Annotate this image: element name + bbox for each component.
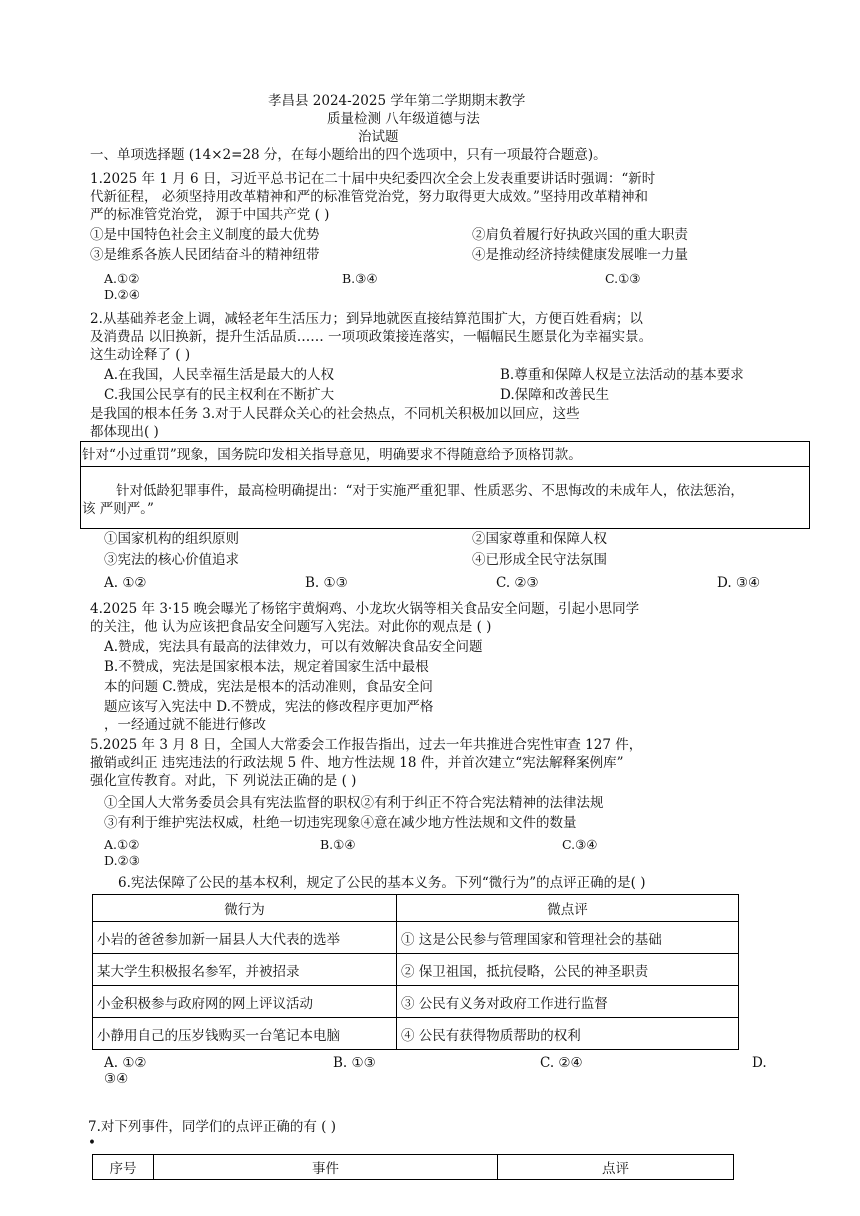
q3-material-1: 针对“小过重罚”现象，国务院印发相关指导意见，明确要求不得随意给予顶格罚款。 [82,447,582,463]
q6-cell: 某大学生积极报名参军，并被招录 [93,954,397,986]
q2-choice-b: B.尊重和保障人权是立法活动的基本要求 [500,367,744,383]
q3-choice-d: D. ③④ [717,575,761,591]
q5-line1: 5.2025 年 3 月 8 日，全国人大常委会工作报告指出，过去一年共推进合宪性审查 127 件， [90,737,643,753]
q7-bullet: • [88,1135,96,1151]
q3-opt3: ③宪法的核心价值追求 [104,552,239,568]
q7-header-event: 事件 [154,1155,498,1180]
q6-choice-c: C. ②④ [540,1055,583,1071]
q1-opt4: ④是推动经济持续健康发展唯一力量 [472,247,688,263]
q7-header-number: 序号 [93,1155,154,1180]
title-line-3: 治试题 [358,129,399,145]
q6-cell: ③ 公民有义务对政府工作进行监督 [397,986,739,1018]
q2-choice-c: C.我国公民享有的民主权利在不断扩大 [104,387,335,403]
q3-choice-a: A. ①② [104,575,147,591]
q6-cell: 小岩的爸爸参加新一届县人大代表的选举 [93,922,397,954]
q3-material-2a: 针对低龄犯罪事件，最高检明确提出：“对于实施严重犯罪、性质恶劣、不思悔改的未成年人，依法惩治， [116,483,744,499]
title-line-1: 孝昌县 2024-2025 学年第二学期期末教学 [268,93,526,109]
q7-header-comment: 点评 [498,1155,734,1180]
q6-choice-b: B. ①③ [333,1055,376,1071]
q6-cell: ② 保卫祖国，抵抗侵略，公民的神圣职责 [397,954,739,986]
q2-line2: 及消费品 以旧换新，提升生活品质…… 一项项政策接连落实，一幅幅民生愿景化为幸福实景。 [90,329,653,345]
q2-choice-a: A.在我国，人民幸福生活是最大的人权 [104,367,335,383]
q1-choice-b: B.③④ [342,271,378,286]
q6-choice-d-value: ③④ [104,1071,129,1087]
q5-opt-line2: ③有利于维护宪法权威，杜绝一切违宪现象④意在减少地方性法规和文件的数量 [104,815,577,831]
q5-line3: 强化宣传教育。对此，下 列说法正确的是 ( ) [90,773,357,789]
q1-line1: 1.2025 年 1 月 6 日，习近平总书记在二十届中央纪委四次全会上发表重要讲话时强调：“新时 [90,171,656,187]
q6-stem: 6.宪法保障了公民的基本权利，规定了公民的基本义务。下列“微行为”的点评正确的是( ) [118,875,646,891]
q4-choice-a: A.赞成，宪法具有最高的法律效力，可以有效解决食品安全问题 [104,639,483,655]
q2-line5: 都体现出( ) [90,424,159,440]
q4-choice-b3: 题应该写入宪法中 D.不赞成，宪法的修改程序更加严格 [104,699,434,715]
q6-cell: ① 这是公民参与管理国家和管理社会的基础 [397,922,739,954]
q3-material-2b: 该 严则严。” [82,501,154,517]
q1-line2: 代新征程， 必须坚持用改革精神和严的标准管党治党，努力取得更大成效。”坚持用改革精神和 [90,189,648,205]
q6-header-behavior: 微行为 [93,895,397,922]
q6-header-comment: 微点评 [397,895,739,922]
title-line-2: 质量检测 八年级道德与法 [327,111,480,127]
q6-cell: ④ 公民有获得物质帮助的权利 [397,1018,739,1050]
q5-choice-d: D.②③ [104,853,140,868]
q1-line3: 严的标准管党治党， 源于中国共产党 ( ) [90,207,330,223]
section-heading: 一、单项选择题 (14×2=28 分，在每小题给出的四个选项中，只有一项最符合题意)。 [90,147,607,163]
q5-line2: 撤销或纠正 违宪违法的行政法规 5 件、地方性法规 18 件，并首次建立“宪法解释案例库” [90,755,624,771]
q1-opt1: ①是中国特色社会主义制度的最大优势 [90,227,320,243]
q3-choice-c: C. ②③ [496,575,539,591]
q1-choice-a: A.①② [104,271,140,286]
q1-opt3: ③是维系各族人民团结奋斗的精神纽带 [90,247,320,263]
q2-line4: 是我国的根本任务 3.对于人民群众关心的社会热点，不同机关积极加以回应，这些 [90,406,580,422]
q5-opt-line1: ①全国人大常务委员会具有宪法监督的职权②有利于纠正不符合宪法精神的法律法规 [104,795,604,811]
q4-line1: 4.2025 年 3·15 晚会曝光了杨铭宇黄焖鸡、小龙坎火锅等相关食品安全问题，引起小思同学 [90,601,640,617]
q3-opt1: ①国家机构的组织原则 [104,531,239,547]
q4-choice-b1: B.不赞成，宪法是国家根本法，规定着国家生活中最根 [104,659,429,675]
q5-choice-b: B.①④ [320,837,356,852]
q1-opt2: ②肩负着履行好执政兴国的重大职责 [472,227,688,243]
q2-choice-d: D.保障和改善民生 [500,387,610,403]
q4-line2: 的关注，他 认为应该把食品安全问题写入宪法。对此你的观点是 ( ) [90,619,492,635]
q2-line1: 2.从基础养老金上调，减轻老年生活压力；到异地就医直接结算范围扩大，方便百姓看病；以 [90,311,643,327]
q3-box-divider [80,466,810,467]
table-row [93,1018,739,1050]
q6-cell: 小金积极参与政府网的网上评议活动 [93,986,397,1018]
q6-choice-a: A. ①② [104,1055,147,1071]
q6-choice-d: D. [752,1055,767,1071]
q6-cell: 小静用自己的压岁钱购买一台笔记本电脑 [93,1018,397,1050]
q4-choice-b2: 本的问题 C.赞成，宪法是根本的活动准则，食品安全问 [104,679,433,695]
q3-opt4: ④已形成全民守法氛围 [472,552,607,568]
q2-line3: 这生动诠释了 ( ) [90,347,191,363]
q4-choice-b4: ，一经通过就不能进行修改 [104,717,266,733]
q7-stem: 7.对下列事件，同学们的点评正确的有 ( ) [88,1119,336,1135]
q7-table [92,1154,734,1180]
q3-opt2: ②国家尊重和保障人权 [472,531,607,547]
q3-choice-b: B. ①③ [305,575,348,591]
table-row [93,954,739,986]
table-row [93,986,739,1018]
table-row [93,922,739,954]
q5-choice-a: A.①② [104,837,140,852]
q1-choice-d: D.②④ [104,287,140,302]
q6-table [92,894,739,1050]
q5-choice-c: C.③④ [562,837,598,852]
q1-choice-c: C.①③ [605,271,641,286]
